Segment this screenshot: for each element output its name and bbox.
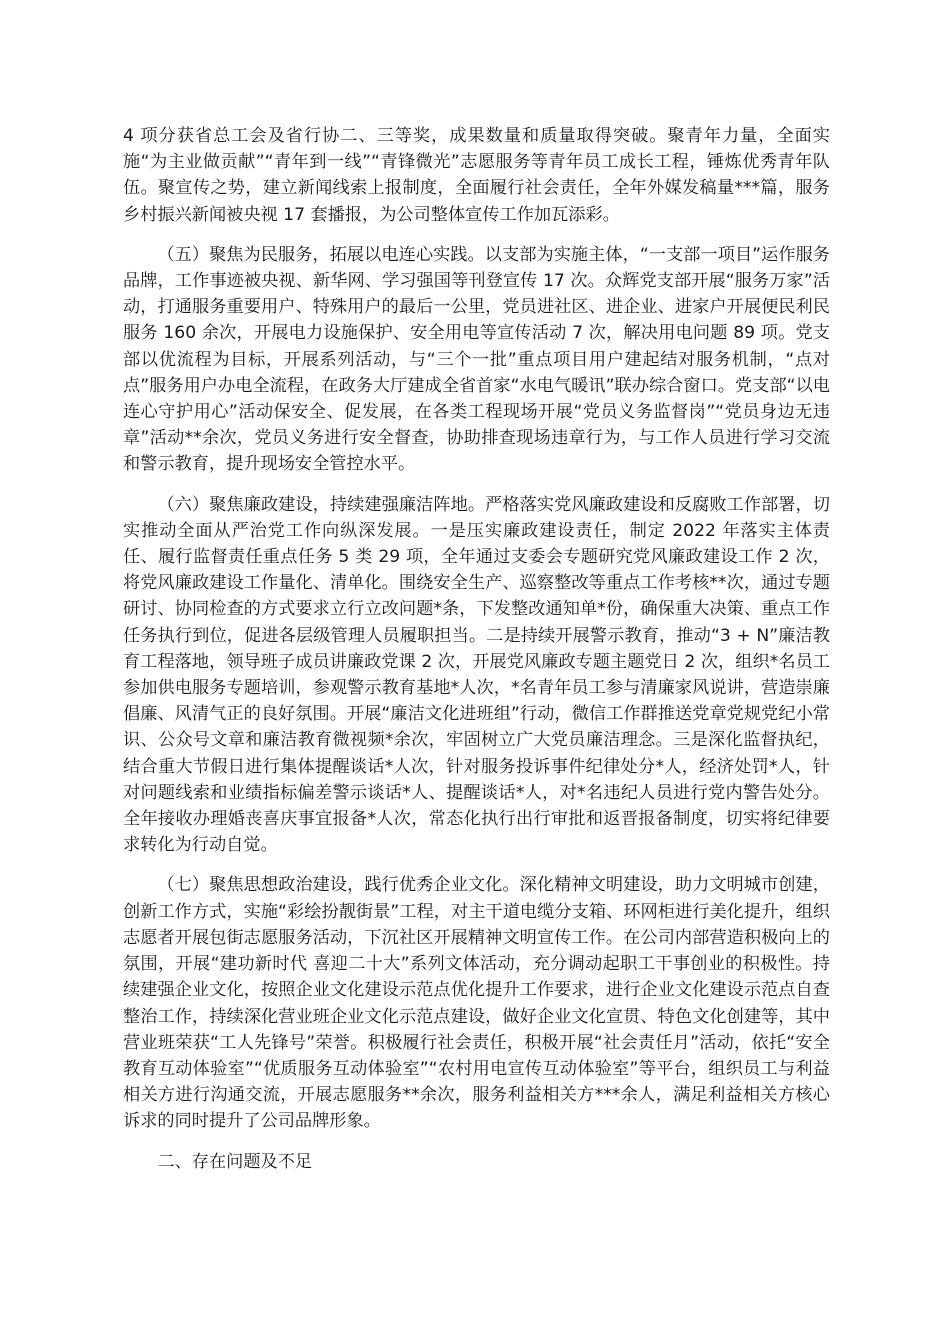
document-body xyxy=(123,123,830,1175)
paragraph-youth-publicity: 4 项分获省总工会及省行协二、三等奖，成果数量和质量取得突破。聚青年力量，全面实施“为主业做贡献”“青年到一线”“青锋微光”志愿服务等青年员工成长工程，锤炼优秀青年队伍。聚宣传之势，建立新闻线索上报制度，全面履行社会责任，全年外媒发稿量***篇，服务乡村振兴新闻被央视 17 套播报，为公司整体宣传工作加瓦添彩。 xyxy=(123,126,830,225)
paragraph-integrity: （六）聚焦廉政建设，持续建强廉洁阵地。严格落实党风廉政建设和反腐败工作部署，切实推动全面从严治党工作向纵深发展。一是压实廉政建设责任，制定 2022 年落实主体责任、履行监督责任重点任务 5 类 29 项，全年通过支委会专题研究党风廉政建设工作 2 次，将党风廉政建设工作量化、清单化。围绕安全生产、巡察整改等重点工作考核**次，通过专题研讨、协同检查的方式要求立行立改问题*条，下发整改通知单*份，确保重大决策、重点工作任务执行到位，促进各层级管理人员履职担当。二是持续开展警示教育，推动“3 + N”廉洁教育工程落地，领导班子成员讲廉政党课 2 次，开展党风廉政专题主题党日 2 次，组织*名员工参加供电服务专题培训，参观警示教育基地*人次，*名青年员工参与清廉家风说讲，营造崇廉倡廉、风清气正的良好氛围。开展“廉洁文化进班组”行动，微信工作群推送党章党规党纪小常识、公众号文章和廉洁教育微视频*余次，牢固树立广大党员廉洁理念。三是深化监督执纪，结合重大节假日进行集体提醒谈话*人次，针对服务投诉事件纪律处分*人，经济处罚*人，针对问题线索和业绩指标偏差警示谈话*人、提醒谈话*人，对*名违纪人员进行党内警告处分。全年接收办理婚丧喜庆事宜报备*人次，常态化执行出行审批和返晋报备制度，切实将纪律要求转化为行动自觉。 xyxy=(123,494,830,856)
paragraph-service: （五）聚焦为民服务，拓展以电连心实践。以支部为实施主体，“一支部一项目”运作服务品牌，工作事迹被央视、新华网、学习强国等刊登宣传 17 次。众辉党支部开展“服务万家”活动，打通服务重要用户、特殊用户的最后一公里，党员进社区、进企业、进家户开展便民利民服务 160 余次，开展电力设施保护、安全用电等宣传活动 7 次，解决用电问题 89 项。党支部以优流程为目标，开展系列活动，与“三个一批”重点项目用户建起结对服务机制，“点对点”服务用户办电全流程，在政务大厅建成全省首家“水电气暖讯”联办综合窗口。党支部“以电连心守护用心”活动保安全、促发展，在各类工程现场开展“党员义务监督岗”“党员身边无违章”活动**余次，党员义务进行安全督查，协助排查现场违章行为，与工作人员进行学习交流和警示教育，提升现场安全管控水平。 xyxy=(123,244,830,475)
section-heading: 二、存在问题及不足 xyxy=(157,1151,313,1172)
paragraph-culture: （七）聚焦思想政治建设，践行优秀企业文化。深化精神文明建设，助力文明城市创建，创新工作方式，实施“彩绘扮靓街景”工程，对主干道电缆分支箱、环网柜进行美化提升，组织志愿者开展包街志愿服务活动，下沉社区开展精神文明宣传工作。在公司内部营造积极向上的氛围，开展“建功新时代 喜迎二十大”系列文体活动，充分调动起职工干事创业的积极性。持续建强企业文化，按照企业文化建设示范点优化提升工作要求，进行企业文化建设示范点自查整治工作，持续深化营业班企业文化示范点建设，做好企业文化宣贯、特色文化创建等，其中营业班荣获“工人先锋号”荣誉。积极履行社会责任，积极开展“社会责任月”活动，依托“安全教育互动体验室”“优质服务互动体验室”“农村用电宣传互动体验室”等平台，组织员工与利益相关方进行沟通交流，开展志愿服务**余次，服务利益相关方***余人，满足利益相关方核心诉求的同时提升了公司品牌形象。 xyxy=(123,875,830,1132)
